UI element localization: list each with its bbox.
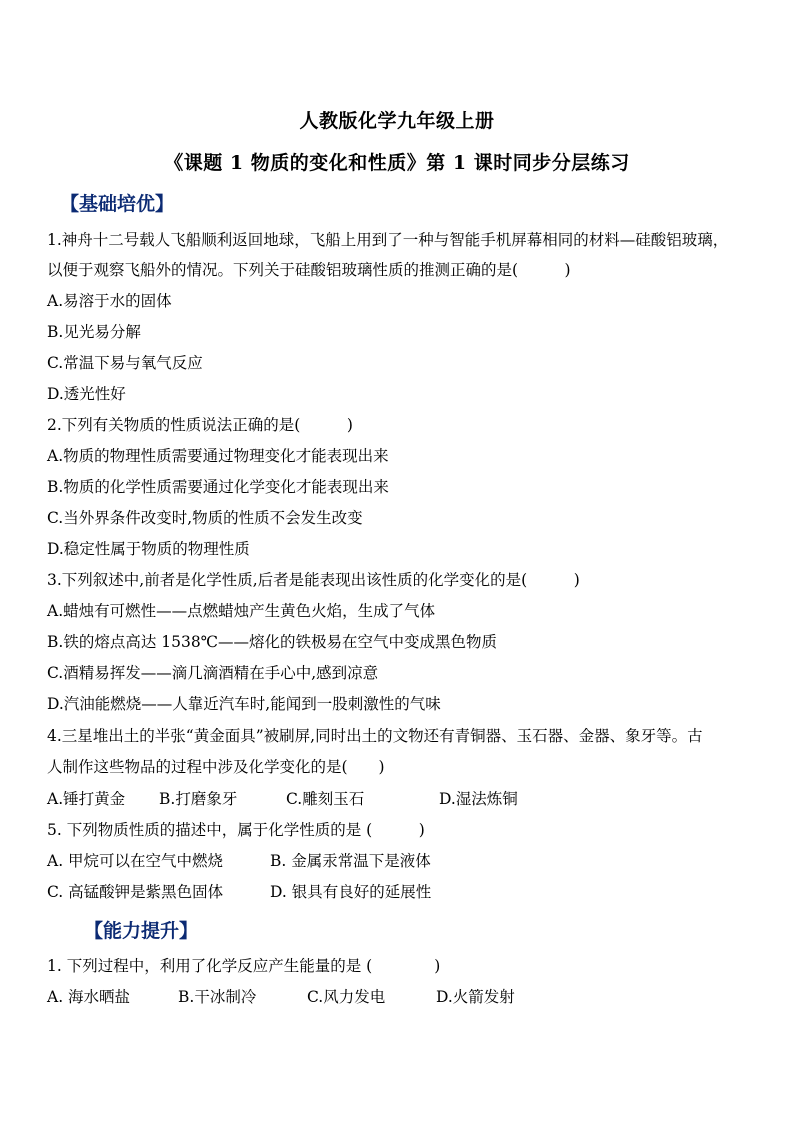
question-3-option-b: B.铁的熔点高达 1538℃——熔化的铁极易在空气中变成黑色物质 (47, 633, 498, 651)
question-4-option-c: C.雕刻玉石 (286, 790, 365, 808)
advanced-question-1-option-a: A. 海水晒盐 (47, 988, 131, 1006)
question-4-option-a: A.锤打黄金 (47, 790, 126, 808)
advanced-question-1-option-b: B.干冰制冷 (178, 988, 257, 1006)
question-3-stem: 3.下列叙述中,前者是化学性质,后者是能表现出该性质的化学变化的是( ) (47, 571, 580, 589)
question-2-option-a: A.物质的物理性质需要通过物理变化才能表现出来 (47, 447, 389, 465)
question-2-option-c: C.当外界条件改变时,物质的性质不会发生改变 (47, 509, 363, 527)
advanced-question-1-stem: 1. 下列过程中，利用了化学反应产生能量的是 ( ) (47, 957, 441, 975)
question-5-option-d: D. 银具有良好的延展性 (270, 883, 432, 901)
question-5-option-c: C. 高锰酸钾是紫黑色固体 (47, 883, 224, 901)
question-1-option-a: A.易溶于水的固体 (47, 292, 172, 310)
question-2-stem: 2.下列有关物质的性质说法正确的是( ) (47, 416, 353, 434)
question-4-stem-line2: 人制作这些物品的过程中涉及化学变化的是( ) (47, 758, 385, 776)
section-heading-basic: 【基础培优】 (60, 193, 175, 215)
question-5-option-b: B. 金属汞常温下是液体 (270, 852, 431, 870)
question-4-options (47, 789, 767, 809)
question-3-option-a: A.蜡烛有可燃性——点燃蜡烛产生黄色火焰，生成了气体 (47, 602, 436, 620)
advanced-question-1-option-c: C.风力发电 (307, 988, 386, 1006)
advanced-question-1-options (47, 987, 767, 1007)
question-3-option-c: C.酒精易挥发——滴几滴酒精在手心中,感到凉意 (47, 664, 379, 682)
section-heading-advanced: 【能力提升】 (84, 920, 199, 942)
question-1-stem-line2: 以便于观察飞船外的情况。下列关于硅酸铝玻璃性质的推测正确的是( ) (47, 261, 571, 279)
question-5-option-a: A. 甲烷可以在空气中燃烧 (47, 852, 224, 870)
question-5-options-row2 (47, 882, 767, 902)
question-4-option-d: D.湿法炼铜 (439, 790, 518, 808)
document-subtitle: 《课题 1 物质的变化和性质》第 1 课时同步分层练习 (164, 152, 630, 174)
question-1-stem-line1: 1.神舟十二号载人飞船顺利返回地球，飞船上用到了一种与智能手机屏幕相同的材料—硅酸铝玻璃， (47, 231, 729, 249)
question-2-option-b: B.物质的化学性质需要通过化学变化才能表现出来 (47, 478, 389, 496)
question-1-option-d: D.透光性好 (47, 385, 126, 403)
question-4-option-b: B.打磨象牙 (159, 790, 238, 808)
question-1-option-b: B.见光易分解 (47, 323, 141, 341)
question-4-stem-line1: 4.三星堆出土的半张“黄金面具”被刷屏,同时出土的文物还有青铜器、玉石器、金器、象牙等。古 (47, 727, 703, 745)
question-1-option-c: C.常温下易与氧气反应 (47, 354, 203, 372)
question-3-option-d: D.汽油能燃烧——人靠近汽车时,能闻到一股刺激性的气味 (47, 695, 441, 713)
document-title: 人教版化学九年级上册 (299, 110, 495, 132)
question-5-options-row1 (47, 851, 767, 871)
question-2-option-d: D.稳定性属于物质的物理性质 (47, 540, 250, 558)
advanced-question-1-option-d: D.火箭发射 (436, 988, 515, 1006)
question-5-stem: 5. 下列物质性质的描述中，属于化学性质的是 ( ) (47, 821, 425, 839)
